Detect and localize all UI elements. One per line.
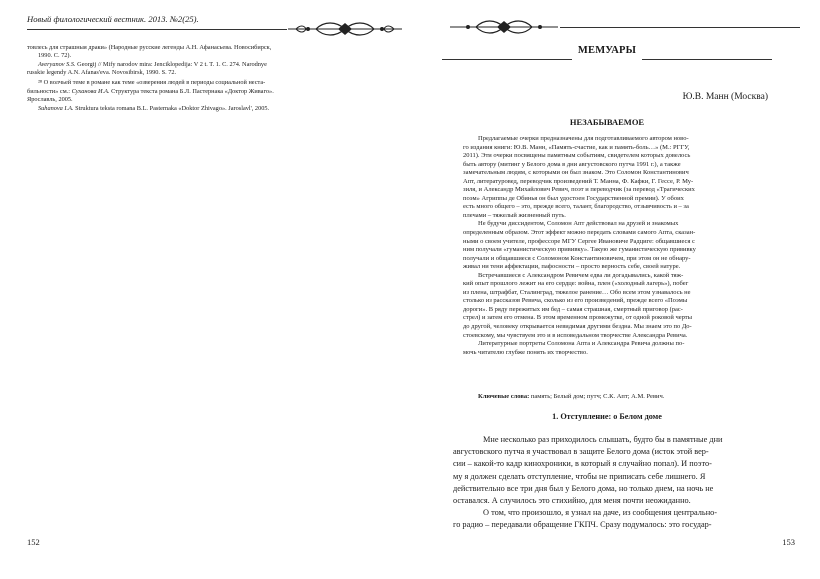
footnote-line: russkie legendy A.N. Afanas'eva. Novosibirsk, 1990. S. 72.: [27, 69, 177, 76]
abstract: [463, 135, 765, 357]
abstract-line: зиля, и Александр Михайлович Ревич, поэт и переводчик (за перевод «Трагических: [463, 186, 695, 194]
abstract-line: определенным образом. Этот эффект можно передать словами самого Апта, сказан-: [463, 229, 696, 237]
right-page: [410, 0, 820, 579]
abstract-line: Не будучи диссидентом, Соломон Апт действовал на друзей и знакомых: [478, 220, 679, 228]
journal-header: Новый филологический вестник. 2013. №2(25).: [27, 14, 199, 24]
keywords: [478, 393, 664, 400]
abstract-line: стоевскому, мы чувствуем это и в исповедальном творчестве Александра Ревича.: [463, 331, 688, 339]
page-number-right: 153: [782, 537, 795, 547]
abstract-line: Встречавшиеся с Александром Ревичем едва ли догадывались, какой тяж-: [478, 271, 684, 279]
abstract-line: поэм» Агриппы де Обинья он был удостоен Государственной премии). У обоих: [463, 194, 684, 202]
abstract-line: Апт, литературовед, переводчик произведений Т. Манна, Ф. Кафки, Г. Гессе, Р. Му-: [463, 177, 694, 185]
body-line: августовского путча я участвовал в защите Белого дома (исток этой вер-: [453, 447, 709, 457]
footnote-author: Суханова И.А.: [71, 88, 110, 95]
footnote-text: Georgij // Mify narodov mira: Jenciklopedija: V 2 t. T. 1. C. 274. Narodnye: [75, 61, 267, 68]
abstract-line: замечательным людям, с которыми он был знаком. Это Соломон Константинович: [463, 169, 689, 177]
abstract-line: Литературные портреты Соломона Апта и Александра Ревича должны по-: [478, 340, 685, 348]
abstract-line: 2011). Эти очерки посвящены памятным событиям, свидетелем которых довелось: [463, 152, 691, 160]
body-line: му я должен сделать отступление, чтобы не приписать себе лишнего. Я: [453, 471, 706, 481]
abstract-line: из плена, штрафбат, Сталинград, тяжелое ранение… Обо всем этом узнавалось не: [463, 288, 691, 296]
header-rule: [27, 29, 287, 30]
body-line: действительно все три дня был у Белого дома, но только днем, на ночь не: [453, 483, 714, 493]
footnote-author: Averyanov S.S.: [38, 61, 76, 68]
footnote-line: 1990. С. 72).: [38, 52, 72, 59]
subheading: 1. Отступление: о Белом доме: [552, 412, 662, 421]
abstract-line: го издания книги: Ю.В. Манн, «Память-счастие, как и память-боль…» (М.: РГГУ,: [463, 143, 690, 151]
footnote-text: Struktura teksta romana B.L. Pasternaka «Doktor Zhivago». Jaroslavl', 2005.: [73, 105, 270, 112]
header-rule: [560, 27, 800, 28]
abstract-line: быть автору (митинг у Белого дома в дни августовского путча 1991 г.), а также: [463, 160, 681, 168]
abstract-line: живал ни тени аффектации, пафосности – просто верность себе, своей натуре.: [463, 263, 681, 271]
footnote-line: Ярославль, 2005.: [27, 96, 73, 103]
footnote-line: ²⁸ О волчьей теме в романе как теме «озверения людей в периоды социальной неста-: [38, 79, 266, 86]
abstract-line: плечами – тяжелый жизненный путь.: [463, 211, 566, 219]
footnote-author: Suhanova I.A.: [38, 105, 74, 112]
abstract-line: Предлагаемые очерки предназначены для подготавливаемого автором ново-: [478, 135, 689, 142]
keywords-label: Ключевые слова:: [478, 393, 530, 400]
body-line: сии – какой-то кадр кинохроники, в который я случайно попал). И поэто-: [453, 459, 712, 469]
abstract-line: ним получали «гуманистическую прививку». Такую же гуманистическую прививку: [463, 246, 696, 254]
body-line: оставался. А случилось это стихийно, для меня почти неожиданно.: [453, 495, 691, 505]
abstract-line: столько из рассказов Ревича, сколько из его произведений, прежде всего «Поэмы: [463, 297, 688, 305]
abstract-line: ными о своем учителе, профессоре МГУ Сергее Ивановиче Радциге: общавшиеся с: [463, 237, 695, 245]
header-ornament-icon: [286, 19, 404, 39]
abstract-line: до другой, человеку открывается невидимая другими бездна. Мы знаем это по До-: [463, 323, 692, 331]
body-line: Мне несколько раз приходилось слышать, будто бы в памятные дни: [483, 435, 723, 444]
abstract-line: дороги». В ряду пережитых им бед – самая страшная, смертный приговор (рас-: [463, 305, 683, 313]
footnote-text: бильности» см.:: [27, 88, 72, 95]
abstract-line: мочь читателю глубже понять их творчество.: [463, 348, 588, 356]
article-title: НЕЗАБЫВАЕМОЕ: [569, 117, 645, 127]
body-line: го радио – передавали обращение ГКПЧ. Сразу подумалось: это государ-: [453, 520, 712, 530]
abstract-line: получали и общавшиеся с Соломоном Константиновичем, при этом он не обнару-: [463, 254, 691, 262]
abstract-line: стрел) и затем его отмена. В этом временном промежутке, от одной роковой черты: [463, 314, 692, 322]
section-title: МЕМУАРЫ: [577, 45, 637, 56]
section-rule-left: [442, 59, 572, 60]
footnote-line: товлесь для страшныя драки» (Народные русские легенды А.Н. Афанасьева. Новосибирск,: [27, 44, 272, 51]
article-author: Ю.В. Манн (Москва): [682, 92, 768, 102]
page-number-left: 152: [27, 537, 40, 547]
abstract-line: есть много общего – это, прежде всего, талант, благородство, отзывчивость и – за: [463, 203, 689, 211]
section-rule-right: [642, 59, 772, 60]
header-ornament-icon: [448, 17, 560, 37]
keywords-text: память; Белый дом; путч; С.К. Апт; А.М. Ревич.: [530, 393, 665, 400]
abstract-line: кий опыт прошлого лежит на его сердце: война, плен («холодный лагерь»), побег: [463, 280, 689, 288]
footnote-line: [38, 105, 269, 113]
body-line: О том, что произошло, я узнал на даче, из сообщения центрально-: [483, 508, 718, 518]
footnote-text: Структура текста романа Б.Л. Пастернака «Доктор Живаго».: [109, 88, 274, 95]
body-text: [453, 434, 723, 532]
